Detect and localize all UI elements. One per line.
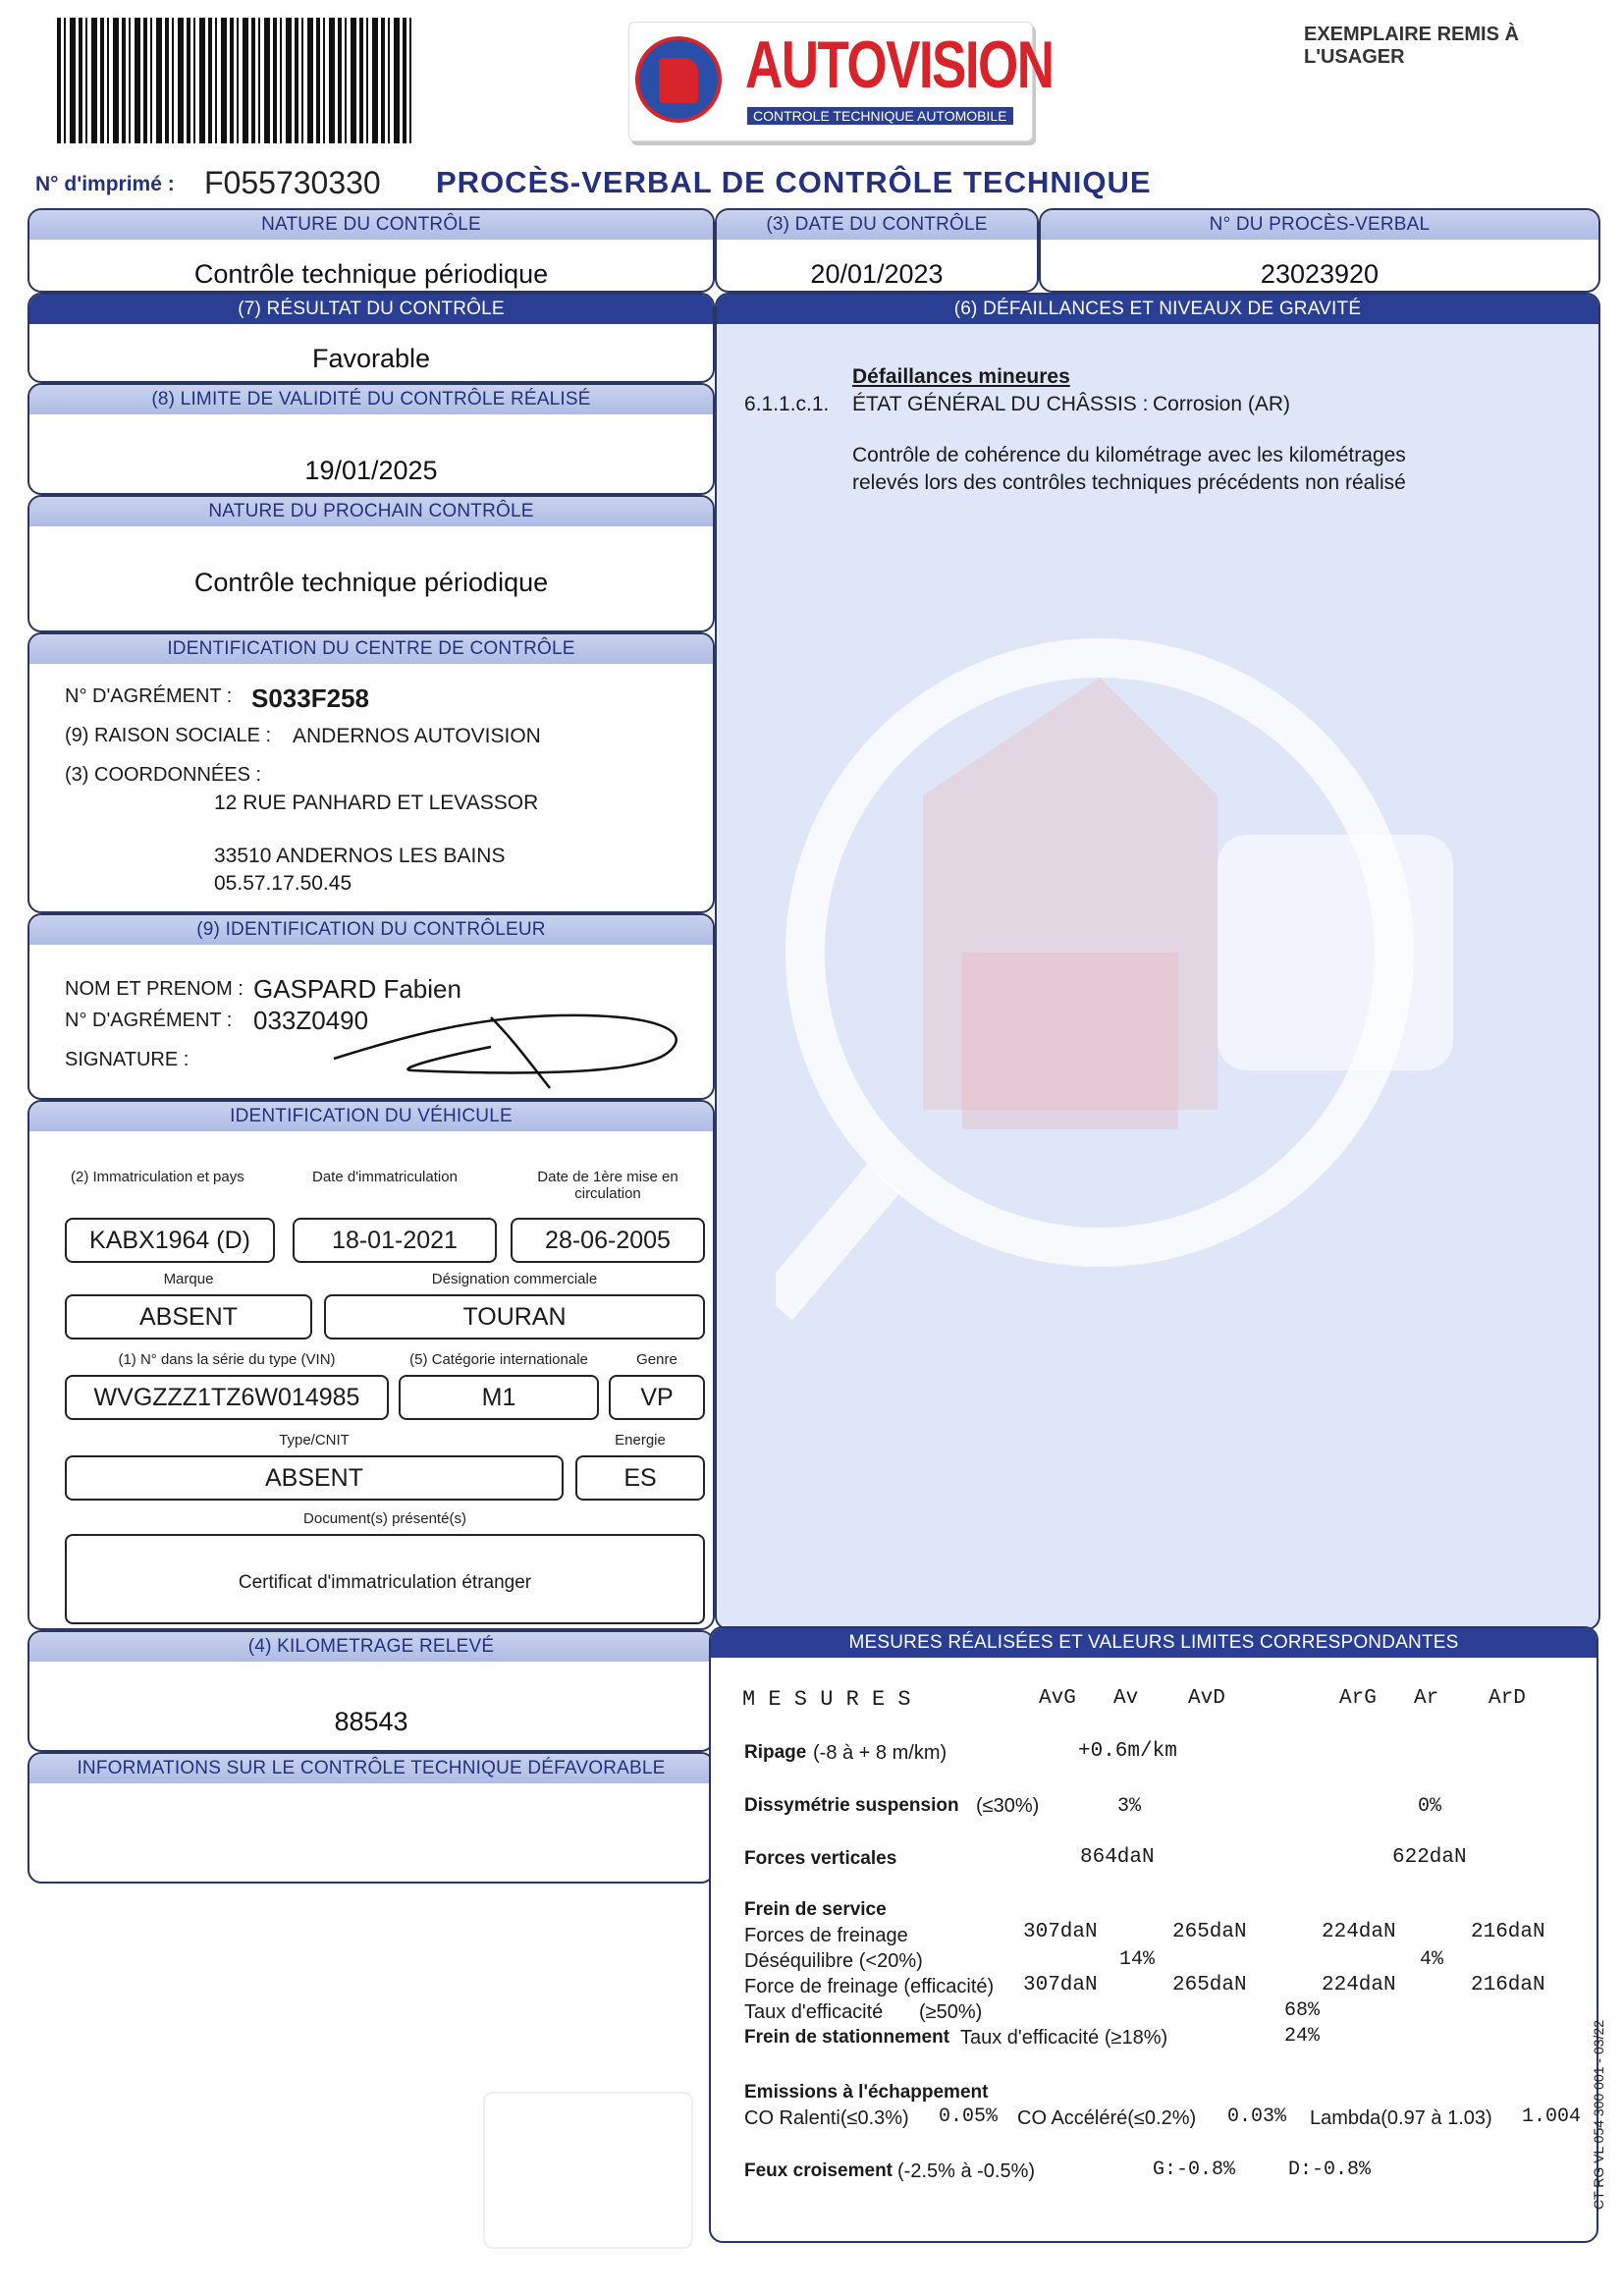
ff-val-2: 265daN	[1172, 1921, 1247, 1943]
controller-agrement-label: N° D'AGRÉMENT :	[65, 1010, 233, 1031]
date-immat-field: 18-01-2021	[293, 1218, 497, 1263]
marque-label: Marque	[163, 1271, 214, 1287]
unfavorable-header: INFORMATIONS SUR LE CONTRÔLE TECHNIQUE DÉFAVORABLE	[29, 1754, 713, 1783]
dissym-av: 3%	[1117, 1795, 1142, 1818]
designation-field: TOURAN	[324, 1294, 705, 1339]
ripage-limit: (-8 à + 8 m/km)	[813, 1742, 947, 1764]
marque-field: ABSENT	[65, 1294, 312, 1339]
next-control-header: NATURE DU PROCHAIN CONTRÔLE	[29, 497, 713, 526]
pv-value: 23023920	[1260, 259, 1380, 289]
ripage-label: Ripage	[744, 1742, 807, 1763]
center-raison-label: (9) RAISON SOCIALE :	[65, 725, 272, 746]
logo-emblem	[635, 36, 722, 123]
taux-limit: (≥50%)	[919, 2001, 983, 2023]
doc-title: PROCÈS-VERBAL DE CONTRÔLE TECHNIQUE	[436, 165, 1152, 199]
cat-label: (5) Catégorie internationale	[409, 1351, 588, 1368]
signature-image	[324, 998, 697, 1096]
energie-label: Energie	[615, 1432, 666, 1449]
col-avd: AvD	[1188, 1687, 1225, 1710]
controller-agrement: 033Z0490	[253, 1006, 369, 1035]
col-av: Av	[1113, 1687, 1139, 1710]
feux-g: G:-0.8%	[1153, 2159, 1236, 2181]
center-phone: 05.57.17.50.45	[214, 872, 352, 895]
defects-box	[715, 293, 1600, 1630]
next-control-box	[27, 495, 715, 632]
brand-logo	[628, 22, 1054, 141]
center-box	[27, 632, 715, 913]
cat-field: M1	[399, 1375, 599, 1420]
co-ral-label: CO Ralenti(≤0.3%)	[744, 2107, 909, 2129]
control-result-header: (7) RÉSULTAT DU CONTRÔLE	[29, 295, 713, 324]
deseq-av: 14%	[1119, 1948, 1156, 1971]
dissym-label: Dissymétrie suspension	[744, 1795, 959, 1816]
measures-box	[709, 1626, 1598, 2243]
control-result-value: Favorable	[311, 344, 431, 373]
km-header: (4) KILOMETRAGE RELEVÉ	[29, 1632, 713, 1662]
ff-val-1: 307daN	[1023, 1921, 1098, 1943]
side-reference: CT RG VL 054 300 001 - 03/22	[1591, 2019, 1606, 2210]
co-acc-val: 0.03%	[1227, 2105, 1287, 2128]
measures-title: M E S U R E S	[742, 1687, 911, 1712]
date-immat-label: Date d'immatriculation	[312, 1169, 458, 1185]
defect-note-line2: relevés lors des contrôles techniques précédents non réalisé	[852, 471, 1406, 494]
defect-note-line1: Contrôle de cohérence du kilométrage avec les kilométrages	[852, 444, 1406, 466]
ffe-label: Force de freinage (efficacité)	[744, 1976, 995, 1997]
ffe-val-4: 216daN	[1471, 1974, 1545, 1996]
fst-label: Frein de stationnement	[744, 2027, 950, 2048]
printed-no: F055730330	[204, 165, 381, 200]
validity-header: (8) LIMITE DE VALIDITÉ DU CONTRÔLE RÉALISÉ	[29, 385, 713, 414]
controller-header: (9) IDENTIFICATION DU CONTRÔLEUR	[29, 915, 713, 945]
control-nature-header: NATURE DU CONTRÔLE	[29, 210, 713, 240]
ff-val-4: 216daN	[1471, 1921, 1545, 1943]
col-ard: ArD	[1489, 1687, 1526, 1710]
defect-item-detail: Corrosion (AR)	[1153, 393, 1291, 415]
center-agrement-label: N° D'AGRÉMENT :	[65, 685, 233, 707]
vehicle-box	[27, 1100, 715, 1630]
printed-no-label: N° d'imprimé :	[35, 173, 175, 195]
control-nature-box	[27, 208, 715, 293]
col-arg: ArG	[1339, 1687, 1377, 1710]
vehicle-header: IDENTIFICATION DU VÉHICULE	[29, 1102, 713, 1131]
vin-label: (1) N° dans la série du type (VIN)	[118, 1351, 336, 1368]
feux-label: Feux croisement	[744, 2160, 893, 2181]
unfavorable-box	[27, 1752, 715, 1884]
lambda-val: 1.004	[1522, 2105, 1582, 2128]
deseq-ar: 4%	[1420, 1948, 1444, 1971]
designation-label: Désignation commerciale	[431, 1271, 598, 1287]
barcode	[57, 18, 415, 143]
validity-value: 19/01/2025	[304, 456, 438, 485]
pv-box	[1039, 208, 1600, 293]
fv-av: 864daN	[1080, 1846, 1155, 1869]
km-box	[27, 1630, 715, 1752]
brand-subtitle: CONTROLE TECHNIQUE AUTOMOBILE	[747, 107, 1013, 125]
type-field: ABSENT	[65, 1455, 564, 1501]
center-raison: ANDERNOS AUTOVISION	[293, 725, 541, 747]
fv-label: Forces verticales	[744, 1848, 897, 1869]
lambda-label: Lambda(0.97 à 1.03)	[1310, 2107, 1492, 2129]
taux-label: Taux d'efficacité	[744, 2001, 884, 2023]
immat-field: KABX1964 (D)	[65, 1218, 275, 1263]
ff-label: Forces de freinage	[744, 1925, 908, 1946]
defect-item-title: ÉTAT GÉNÉRAL DU CHÂSSIS :	[852, 393, 1149, 415]
docs-label: Document(s) présenté(s)	[303, 1510, 466, 1527]
docs-field: Certificat d'immatriculation étranger	[65, 1534, 705, 1624]
next-control-value: Contrôle technique périodique	[193, 568, 549, 597]
center-address2: 33510 ANDERNOS LES BAINS	[214, 845, 506, 867]
genre-label: Genre	[636, 1351, 677, 1368]
ffe-val-3: 224daN	[1322, 1974, 1396, 1996]
date-value: 20/01/2023	[810, 259, 944, 289]
first-circ-field: 28-06-2005	[511, 1218, 705, 1263]
col-ar: Ar	[1414, 1687, 1439, 1710]
energie-field: ES	[575, 1455, 705, 1501]
first-circ-label: Date de 1ère mise en circulation	[537, 1169, 678, 1202]
fst-val: 24%	[1284, 2025, 1321, 2048]
em-label: Emissions à l'échappement	[744, 2082, 989, 2103]
defects-header: (6) DÉFAILLANCES ET NIVEAUX DE GRAVITÉ	[717, 295, 1598, 324]
ffe-val-2: 265daN	[1172, 1974, 1247, 1996]
co-ral-val: 0.05%	[939, 2105, 999, 2128]
control-result-box	[27, 293, 715, 383]
center-header: IDENTIFICATION DU CENTRE DE CONTRÔLE	[29, 634, 713, 664]
controller-box	[27, 913, 715, 1100]
copy-label: EXEMPLAIRE REMIS À L'USAGER	[1304, 24, 1519, 68]
fv-ar: 622daN	[1392, 1846, 1467, 1869]
measures-header: MESURES RÉALISÉES ET VALEURS LIMITES CORRESPONDANTES	[711, 1628, 1597, 1658]
controller-signature-label: SIGNATURE :	[65, 1049, 189, 1070]
defect-category: Défaillances mineures	[852, 365, 1070, 388]
feux-d: D:-0.8%	[1288, 2159, 1372, 2181]
ff-val-3: 224daN	[1322, 1921, 1396, 1943]
validity-box	[27, 383, 715, 495]
feux-limit: (-2.5% à -0.5%)	[897, 2160, 1036, 2182]
type-label: Type/CNIT	[279, 1432, 350, 1449]
ripage-value: +0.6m/km	[1078, 1740, 1177, 1763]
date-box	[715, 208, 1039, 293]
dissym-ar: 0%	[1418, 1795, 1442, 1818]
fs-label: Frein de service	[744, 1899, 887, 1920]
center-agrement: S033F258	[251, 683, 369, 713]
deseq-label: Déséquilibre (<20%)	[744, 1950, 923, 1972]
pv-header: N° DU PROCÈS-VERBAL	[1041, 210, 1598, 240]
ffe-val-1: 307daN	[1023, 1974, 1098, 1996]
control-nature-value: Contrôle technique périodique	[193, 259, 549, 289]
km-value: 88543	[334, 1707, 408, 1736]
blank-area	[483, 2092, 693, 2249]
watermark-logo	[776, 619, 1522, 1326]
center-address1: 12 RUE PANHARD ET LEVASSOR	[214, 792, 539, 814]
defect-code: 6.1.1.c.1.	[744, 393, 830, 415]
center-coord-label: (3) COORDONNÉES :	[65, 764, 262, 786]
immat-label: (2) Immatriculation et pays	[71, 1169, 244, 1185]
col-avg: AvG	[1039, 1687, 1076, 1710]
date-header: (3) DATE DU CONTRÔLE	[717, 210, 1037, 240]
fst-taux-label: Taux d'efficacité (≥18%)	[960, 2027, 1168, 2049]
taux-val: 68%	[1284, 1999, 1321, 2022]
controller-name-label: NOM ET PRENOM :	[65, 978, 244, 1000]
controller-name: GASPARD Fabien	[253, 974, 461, 1004]
co-acc-label: CO Accéléré(≤0.2%)	[1017, 2107, 1197, 2129]
vin-field: WVGZZZ1TZ6W014985	[65, 1375, 389, 1420]
dissym-limit: (≤30%)	[976, 1795, 1040, 1817]
genre-field: VP	[609, 1375, 705, 1420]
brand-name: AUTOVISION	[745, 27, 1054, 102]
